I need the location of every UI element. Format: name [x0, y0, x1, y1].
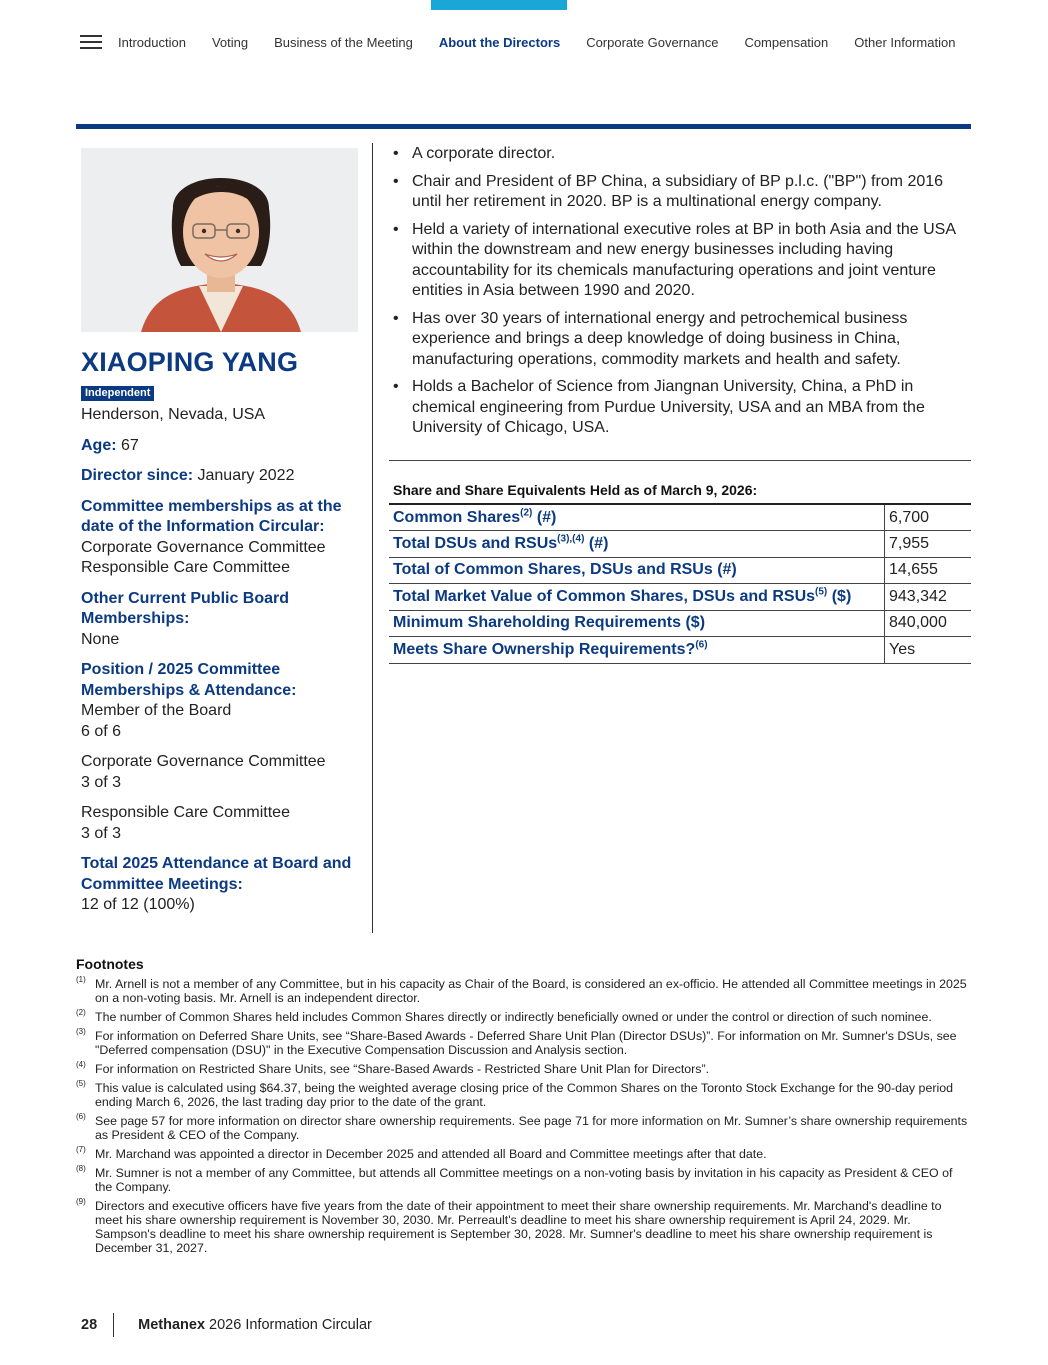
biography-item: • Held a variety of international executive roles at BP in both Asia and the USA within the downstream and new energy businesses including having accountability for its chemicals manufacturing operations and joint venture entities in Asia between 1990 and 2020. — [393, 220, 963, 302]
attendance-label: Position / 2025 Committee Memberships & Attendance: — [81, 661, 297, 699]
footnote-item: (4) For information on Restricted Share Units, see “Share-Based Awards - Restricted Share Unit Plan for Directors”. — [76, 1060, 710, 1076]
shares-row-label: Total Market Value of Common Shares, DSUs and RSUs$^{(5)}$ ($) — [389, 584, 885, 611]
shares-row-value: 943,342 — [885, 584, 972, 611]
director-location: Henderson, Nevada, USA — [81, 406, 266, 423]
footer-separator — [113, 1313, 114, 1337]
biography-item: • Has over 30 years of international energy and petrochemical business experience and brings a deep knowledge of doing business in China, manufacturing operations, commodity markets and health and safety. — [393, 309, 963, 371]
footnote-item: (5) This value is calculated using $64.37, being the weighted average closing price of the Common Shares on the Toronto Stock Exchange for the 90-day period ending March 6, 2026, the last trading day prior to the date of the grant. — [76, 1079, 954, 1109]
shares-table-title: Share and Share Equivalents Held as of March 9, 2026: — [393, 482, 758, 498]
table-row — [389, 637, 971, 664]
nav-corporate-governance[interactable]: Corporate Governance — [586, 34, 719, 50]
total-attendance-label: Total 2025 Attendance at Board and Committee Meetings: — [81, 855, 352, 893]
table-row — [389, 504, 971, 531]
nav-other-information[interactable]: Other Information — [854, 34, 956, 50]
shares-row-label: Common Shares$^{(2)}$ (#) — [389, 504, 885, 531]
age-label: Age: — [81, 436, 117, 454]
shares-table — [389, 503, 971, 664]
shares-row-value: 14,655 — [885, 557, 972, 584]
other-boards-value: None — [81, 630, 120, 648]
table-row — [389, 531, 971, 558]
total-attendance-value: 12 of 12 (100%) — [81, 896, 195, 913]
top-navigation — [80, 30, 955, 54]
director-since-row — [81, 466, 366, 487]
footnote-item: (9) Directors and executive officers have five years from the date of their appointment to meet their share ownership requirements. Mr. Marchand's deadline to meet his share ownership requirement is November 30, 2030. Mr. Perreault's deadline to meet his share ownership requirement is April 24, 2029. Mr. Sampson's deadline to meet his share ownership requirement is September 30, 2028. Mr. Sumner's deadline to meet his share ownership requirement is December 31, 2027. — [76, 1197, 942, 1255]
shares-row-value: 7,955 — [885, 531, 972, 558]
nav-voting[interactable]: Voting — [211, 34, 249, 50]
age-value: 67 — [121, 436, 139, 454]
page-footer — [81, 1313, 372, 1337]
footnote-item: (7) Mr. Marchand was appointed a director in December 2025 and attended all Board and Committee meetings after that date. — [76, 1145, 767, 1161]
nav-about-the-directors[interactable]: About the Directors — [438, 34, 561, 50]
table-row — [389, 557, 971, 584]
section-divider — [389, 460, 971, 461]
table-row — [389, 584, 971, 611]
committee-memberships — [81, 497, 366, 579]
director-since-label: Director since: — [81, 467, 194, 484]
footnote-item: (6) See page 57 for more information on director share ownership requirements. See page 71 for more information on Mr. Sumner’s share ownership requirements as President & CEO of the Company. — [76, 1112, 968, 1142]
director-since-value: January 2022 — [197, 467, 295, 484]
attendance-role: Corporate Governance Committee — [81, 753, 326, 770]
nav-business-of-the-meeting[interactable]: Business of the Meeting — [274, 34, 413, 50]
footnote-item: (3) For information on Deferred Share Units, see “Share-Based Awards - Deferred Share Unit Plan (Director DSUs)”. For information on Mr. Sumner's DSUs, see "Deferred compensation (DSU)" in the Executive Compensation Discussion and Analysis section. — [76, 1027, 957, 1057]
top-accent-bar — [431, 0, 567, 10]
attendance-record: 3 of 3 — [81, 773, 122, 791]
other-boards — [81, 589, 366, 651]
section-rule — [76, 124, 971, 129]
attendance-role: Responsible Care Committee — [81, 804, 290, 821]
nav-introduction[interactable]: Introduction — [118, 34, 186, 50]
document-title: 2026 Information Circular — [209, 1317, 372, 1333]
shares-row-label: Total DSUs and RSUs$^{(3),(4)}$ (#) — [389, 531, 885, 558]
director-profile — [81, 346, 366, 916]
column-divider — [372, 143, 373, 933]
age-row — [81, 436, 366, 457]
footnote-item: (2) The number of Common Shares held includes Common Shares directly or indirectly beneficially owned or under the control or direction of such nominee. — [76, 1008, 932, 1024]
footnotes-title: Footnotes — [76, 956, 144, 972]
other-boards-label: Other Current Public Board Memberships: — [81, 589, 290, 627]
biography-item: • Holds a Bachelor of Science from Jiangnan University, China, a PhD in chemical engineering from Purdue University, USA and an MBA from the University of Chicago, USA. — [393, 377, 963, 439]
biography-item: • Chair and President of BP China, a subsidiary of BP p.l.c. ("BP") from 2016 until her retirement in 2020. BP is a multinational energy company. — [393, 172, 963, 213]
committee-item: Responsible Care Committee — [81, 559, 290, 576]
attendance-role: Member of the Board — [81, 702, 232, 719]
attendance-section — [81, 660, 366, 844]
shares-row-value: Yes — [885, 637, 972, 664]
shares-row-label: Meets Share Ownership Requirements?$^{(6)}$ — [389, 637, 885, 664]
company-name: Methanex — [138, 1317, 206, 1333]
footnote-item: (1) Mr. Arnell is not a member of any Committee, but in his capacity as Chair of the Board, is considered an ex-officio. He attended all Committee meetings in 2025 on a non-voting basis. Mr. Arnell is an independent director. — [76, 975, 967, 1005]
committee-memberships-label: Committee memberships as at the date of the Information Circular: — [81, 497, 342, 535]
director-photo — [81, 148, 358, 332]
footnotes-section — [76, 956, 971, 1260]
attendance-record: 3 of 3 — [81, 824, 122, 842]
shares-row-value: 6,700 — [885, 504, 972, 531]
shares-row-value: 840,000 — [885, 610, 972, 637]
committee-item: Corporate Governance Committee — [81, 538, 326, 556]
hamburger-menu-icon[interactable] — [80, 35, 102, 49]
biography-item: • A corporate director. — [393, 144, 963, 165]
footnote-item: (8) Mr. Sumner is not a member of any Committee, but attends all Committee meetings on a non-voting basis by invitation in his capacity as President & CEO of the Company. — [76, 1164, 953, 1194]
biography-list — [393, 144, 963, 446]
independent-badge: Independent — [81, 386, 154, 401]
shares-row-label: Total of Common Shares, DSUs and RSUs (#) — [389, 557, 885, 584]
shares-row-label: Minimum Shareholding Requirements ($) — [389, 610, 885, 637]
page-number: 28 — [81, 1317, 98, 1333]
attendance-record: 6 of 6 — [81, 722, 122, 740]
table-row — [389, 610, 971, 637]
nav-compensation[interactable]: Compensation — [744, 34, 829, 50]
total-attendance — [81, 854, 366, 916]
director-name: XIAOPING YANG — [81, 347, 299, 377]
